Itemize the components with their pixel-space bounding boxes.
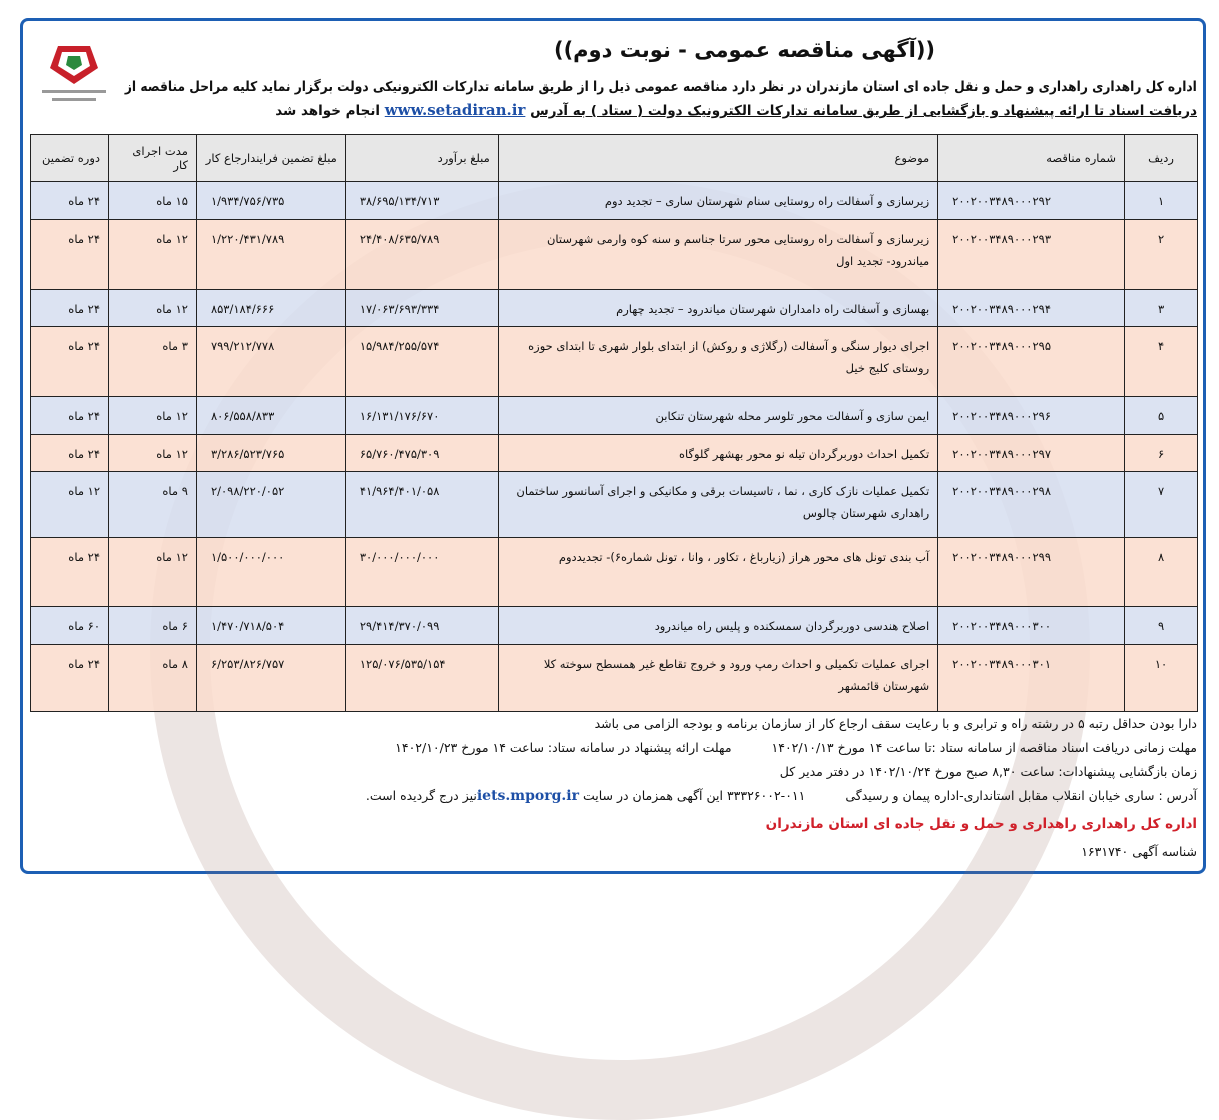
cell-estimated-amount: ۲۹/۴۱۴/۳۷۰/۰۹۹ (345, 607, 498, 645)
cell-subject: اصلاح هندسی دوربرگردان سمسکنده و پلیس راه میاندرود (498, 607, 937, 645)
cell-subject: زیرسازی و آسفالت راه روستایی سنام شهرستان ساری – تجدید دوم (498, 182, 937, 220)
cell-estimated-amount: ۲۴/۴۰۸/۶۳۵/۷۸۹ (345, 220, 498, 290)
cell-warranty-period: ۱۲ ماه (31, 472, 109, 538)
document-deadline: مهلت زمانی دریافت اسناد مناقصه از سامانه ستاد :تا ساعت ۱۴ مورخ ۱۴۰۲/۱۰/۱۳ (771, 740, 1197, 755)
cell-guarantee-amount: ۲/۰۹۸/۲۲۰/۰۵۲ (196, 472, 345, 538)
cell-execution-period: ۱۲ ماه (109, 397, 197, 435)
requirement-text: دارا بودن حداقل رتبه ۵ در رشته راه و ترابری و با رعایت سقف ارجاع کار از سازمان برنامه و بودجه الزامی می باشد (594, 716, 1197, 731)
cell-row-number: ۱ (1125, 182, 1198, 220)
cell-subject: زیرسازی و آسفالت راه روستایی محور سرتا جناسم و سنه کوه وارمی شهرستان میاندرود- تجدید اول (498, 220, 937, 290)
cell-row-number: ۱۰ (1125, 645, 1198, 712)
ad-id: شناسه آگهی ۱۶۳۱۷۴۰ (1081, 844, 1197, 859)
cell-tender-number: ۲۰۰۲۰۰۳۴۸۹۰۰۰۲۹۵ (938, 327, 1125, 397)
cell-guarantee-amount: ۱/۴۷۰/۷۱۸/۵۰۴ (196, 607, 345, 645)
table-row (31, 290, 1198, 327)
header-warranty-period: دوره تضمین (31, 135, 109, 182)
cell-warranty-period: ۲۴ ماه (31, 327, 109, 397)
phone-number: ۰۱۱-۳۳۳۲۶۰۰۲ (726, 788, 806, 803)
cell-guarantee-amount: ۷۹۹/۲۱۲/۷۷۸ (196, 327, 345, 397)
cell-row-number: ۴ (1125, 327, 1198, 397)
header-guarantee-amount: مبلغ تضمین فرایندارجاع کار (196, 135, 345, 182)
cell-guarantee-amount: ۸۰۶/۵۵۸/۸۳۳ (196, 397, 345, 435)
cell-tender-number: ۲۰۰۲۰۰۳۴۸۹۰۰۰۲۹۸ (938, 472, 1125, 538)
cell-subject: تکمیل احداث دوربرگردان تیله نو محور بهشهر گلوگاه (498, 435, 937, 472)
header-tender-number: شماره مناقصه (938, 135, 1125, 182)
cell-estimated-amount: ۳۸/۶۹۵/۱۳۴/۷۱۳ (345, 182, 498, 220)
cell-tender-number: ۲۰۰۲۰۰۳۴۸۹۰۰۰۲۹۷ (938, 435, 1125, 472)
table-row (31, 397, 1198, 435)
table-row (31, 538, 1198, 607)
cell-execution-period: ۱۲ ماه (109, 290, 197, 327)
cell-tender-number: ۲۰۰۲۰۰۳۴۸۹۰۰۰۲۹۴ (938, 290, 1125, 327)
table-row (31, 220, 1198, 290)
header-row-number: ردیف (1125, 135, 1198, 182)
cell-execution-period: ۱۵ ماه (109, 182, 197, 220)
intro-line-1: اداره کل راهداری راهداری و حمل و نقل جاده ای استان مازندران در نظر دارد مناقصه عمومی ذیل را از طریق سامانه تدارکات الکترونیکی دولت برگزار نماید کلیه مراحل مناقصه از (125, 79, 1197, 95)
table-row (31, 645, 1198, 712)
mporg-link[interactable]: iets.mporg.ir (476, 788, 579, 804)
intro-line-2-end: انجام خواهد شد (275, 103, 381, 119)
table-row (31, 472, 1198, 538)
header-execution-period: مدت اجرای کار (109, 135, 197, 182)
cell-warranty-period: ۲۴ ماه (31, 290, 109, 327)
cell-estimated-amount: ۱۷/۰۶۳/۶۹۳/۳۳۴ (345, 290, 498, 327)
cell-warranty-period: ۲۴ ماه (31, 182, 109, 220)
tender-table (30, 134, 1198, 712)
cell-estimated-amount: ۴۱/۹۶۴/۴۰۱/۰۵۸ (345, 472, 498, 538)
cell-guarantee-amount: ۱/۲۲۰/۴۳۱/۷۸۹ (196, 220, 345, 290)
cell-tender-number: ۲۰۰۲۰۰۳۴۸۹۰۰۰۲۹۹ (938, 538, 1125, 607)
cell-tender-number: ۲۰۰۲۰۰۳۴۸۹۰۰۰۲۹۳ (938, 220, 1125, 290)
cell-warranty-period: ۲۴ ماه (31, 220, 109, 290)
cell-guarantee-amount: ۱/۹۳۴/۷۵۶/۷۳۵ (196, 182, 345, 220)
cell-estimated-amount: ۶۵/۷۶۰/۴۷۵/۳۰۹ (345, 435, 498, 472)
cell-execution-period: ۱۲ ماه (109, 538, 197, 607)
address-text: آدرس : ساری خیابان انقلاب مقابل استانداری-اداره پیمان و رسیدگی (845, 788, 1197, 803)
setadiran-link[interactable]: www.setadiran.ir (384, 101, 526, 119)
cell-row-number: ۶ (1125, 435, 1198, 472)
footer-info (30, 712, 1197, 864)
cell-guarantee-amount: ۶/۲۵۳/۸۲۶/۷۵۷ (196, 645, 345, 712)
cell-execution-period: ۹ ماه (109, 472, 197, 538)
table-row (31, 435, 1198, 472)
cell-warranty-period: ۲۴ ماه (31, 538, 109, 607)
cell-warranty-period: ۲۴ ماه (31, 645, 109, 712)
cell-tender-number: ۲۰۰۲۰۰۳۴۸۹۰۰۰۲۹۲ (938, 182, 1125, 220)
cell-execution-period: ۶ ماه (109, 607, 197, 645)
table-row (31, 607, 1198, 645)
cell-subject: آب بندی تونل های محور هراز (زیارباغ ، تکاور ، وانا ، تونل شماره۶)- تجدیددوم (498, 538, 937, 607)
cell-tender-number: ۲۰۰۲۰۰۳۴۸۹۰۰۰۳۰۰ (938, 607, 1125, 645)
cell-execution-period: ۱۲ ماه (109, 435, 197, 472)
cell-subject: اجرای دیوار سنگی و آسفالت (رگلاژی و روکش) از ابتدای بلوار شهری تا ابتدای حوزه روستای کلیج خیل (498, 327, 937, 397)
cell-estimated-amount: ۱۶/۱۳۱/۱۷۶/۶۷۰ (345, 397, 498, 435)
organization-logo-icon (28, 38, 120, 110)
organization-name: اداره کل راهداری راهداری و حمل و نقل جاده ای استان مازندران (765, 816, 1197, 832)
cell-subject: اجرای عملیات تکمیلی و احداث رمپ ورود و خروج تقاطع غیر همسطح سوخته کلا شهرستان قائمشهر (498, 645, 937, 712)
cell-tender-number: ۲۰۰۲۰۰۳۴۸۹۰۰۰۲۹۶ (938, 397, 1125, 435)
cell-warranty-period: ۲۴ ماه (31, 397, 109, 435)
cell-warranty-period: ۲۴ ماه (31, 435, 109, 472)
cell-execution-period: ۳ ماه (109, 327, 197, 397)
cell-row-number: ۵ (1125, 397, 1198, 435)
cell-estimated-amount: ۱۵/۹۸۴/۲۵۵/۵۷۴ (345, 327, 498, 397)
cell-guarantee-amount: ۳/۲۸۶/۵۲۳/۷۶۵ (196, 435, 345, 472)
notice-title: ((آگهی مناقصه عمومی - نوبت دوم)) (553, 38, 936, 62)
intro-paragraph (125, 76, 1197, 123)
opening-time: زمان بازگشایی پیشنهادات: ساعت ۸,۳۰ صبح مورخ ۱۴۰۲/۱۰/۲۴ در دفتر مدیر کل (779, 764, 1197, 779)
cell-guarantee-amount: ۸۵۳/۱۸۴/۶۶۶ (196, 290, 345, 327)
cell-tender-number: ۲۰۰۲۰۰۳۴۸۹۰۰۰۳۰۱ (938, 645, 1125, 712)
published-end: نیز درج گردیده است. (365, 788, 477, 803)
header-estimated-amount: مبلغ برآورد (345, 135, 498, 182)
table-row (31, 327, 1198, 397)
cell-row-number: ۷ (1125, 472, 1198, 538)
offer-deadline: مهلت ارائه پیشنهاد در سامانه ستاد: ساعت ۱۴ مورخ ۱۴۰۲/۱۰/۲۳ (395, 740, 732, 755)
cell-row-number: ۸ (1125, 538, 1198, 607)
table-row (31, 182, 1198, 220)
cell-execution-period: ۸ ماه (109, 645, 197, 712)
cell-row-number: ۳ (1125, 290, 1198, 327)
intro-line-2-wrap (275, 99, 1197, 123)
cell-subject: ایمن سازی و آسفالت محور تلوسر محله شهرستان تنکابن (498, 397, 937, 435)
also-published: این آگهی همزمان در سایت (582, 788, 723, 803)
cell-subject: بهسازی و آسفالت راه دامداران شهرستان میاندرود – تجدید چهارم (498, 290, 937, 327)
cell-estimated-amount: ۱۲۵/۰۷۶/۵۳۵/۱۵۴ (345, 645, 498, 712)
cell-row-number: ۲ (1125, 220, 1198, 290)
intro-line-2: دریافت اسناد تا ارائه پیشنهاد و بازگشایی از طریق سامانه تدارکات الکترونیک دولت ( ستاد ) به آدرس (530, 103, 1197, 119)
cell-subject: تکمیل عملیات نازک کاری ، نما ، تاسیسات برقی و مکانیکی و اجرای آسانسور ساختمان راهداری شهرستان چالوس (498, 472, 937, 538)
cell-guarantee-amount: ۱/۵۰۰/۰۰۰/۰۰۰ (196, 538, 345, 607)
header-subject: موضوع (498, 135, 937, 182)
cell-warranty-period: ۶۰ ماه (31, 607, 109, 645)
cell-execution-period: ۱۲ ماه (109, 220, 197, 290)
cell-row-number: ۹ (1125, 607, 1198, 645)
cell-estimated-amount: ۳۰/۰۰۰/۰۰۰/۰۰۰ (345, 538, 498, 607)
